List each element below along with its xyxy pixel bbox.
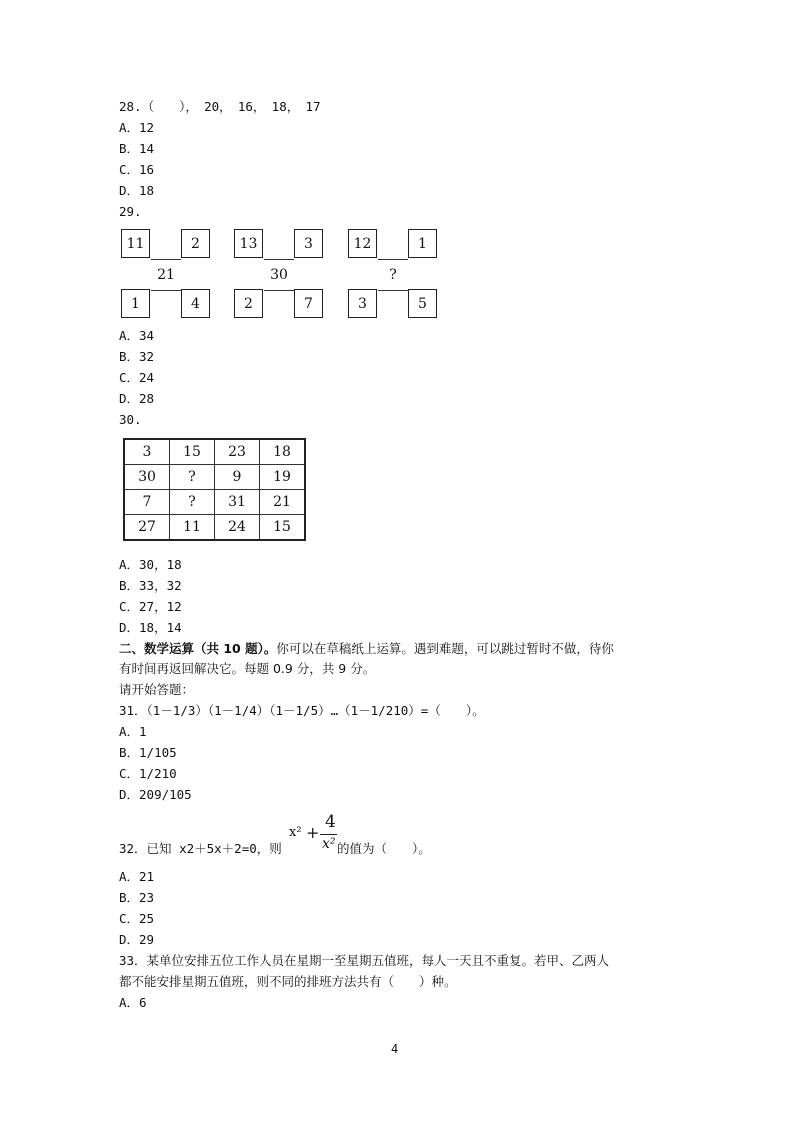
grid-cell: ? [170,490,215,515]
question-32-stem: 32．已知 x2＋5x＋2=0，则 [119,841,282,856]
grid-cell: 9 [215,465,260,490]
fraction-bar [320,834,337,835]
figure-cell: 13 [234,229,263,258]
option-a: A．30，18 [119,557,182,572]
number-grid [123,438,306,541]
option-d: D．18 [119,183,155,198]
section-intro-continued: 有时间再返回解决它。每题 0.9 分，共 9 分。 [119,661,376,676]
option-b: B．14 [119,141,155,156]
question-33-stem-continued: 都不能安排星期五值班，则不同的排班方法共有（ ）种。 [119,974,457,989]
option-d: D．29 [119,932,155,947]
grid-cell: 18 [260,439,306,465]
option-d: D．28 [119,391,155,406]
question-32-stem-tail: 的值为（ ）。 [337,841,431,856]
grid-row [124,439,305,465]
grid-cell: 23 [215,439,260,465]
option-b: B．33，32 [119,578,182,593]
start-prompt: 请开始答题： [119,682,195,697]
grid-cell: 15 [170,439,215,465]
option-d: D．18，14 [119,620,182,635]
formula [289,812,343,855]
figure-cell: 5 [408,289,437,318]
grid-cell: ? [170,465,215,490]
grid-cell: 31 [215,490,260,515]
option-d: D．209/105 [119,787,192,802]
section-heading: 二、数学运算（共 10 题）。 [119,641,277,656]
section-intro: 你可以在草稿纸上运算。遇到难题，可以跳过暂时不做，待你 [276,641,614,656]
figure-cell: 12 [348,229,377,258]
page-number: 4 [391,1042,399,1056]
formula-x-squared: x² [289,825,302,840]
grid-row [124,515,305,541]
figure-cell: 2 [181,229,210,258]
question-28-stem: 28.（ ）， 20， 16， 18， 17 [119,99,321,114]
grid-row [124,490,305,515]
formula-denominator: x² [322,836,336,852]
grid-cell: 27 [124,515,170,541]
grid-cell: 30 [124,465,170,490]
number-figure-2 [234,229,324,319]
grid-cell: 19 [260,465,306,490]
grid-cell: 3 [124,439,170,465]
question-29-stem: 29. [119,204,142,219]
figure-cell: 1 [408,229,437,258]
option-a: A．21 [119,869,155,884]
figure-center: ? [378,259,408,291]
option-b: B．32 [119,349,155,364]
figure-cell: 7 [294,289,323,318]
option-a: A．1 [119,724,147,739]
grid-cell: 15 [260,515,306,541]
option-a: A．12 [119,120,155,135]
figure-cell: 3 [294,229,323,258]
figure-cell: 2 [234,289,263,318]
question-30-stem: 30. [119,412,142,427]
grid-cell: 7 [124,490,170,515]
option-c: C．25 [119,911,155,926]
option-c: C．24 [119,370,155,385]
figure-cell: 1 [121,289,150,318]
formula-plus: + [306,823,320,842]
figure-cell: 3 [348,289,377,318]
option-a: A．34 [119,328,155,343]
figure-cell: 4 [181,289,210,318]
number-figure-1 [121,229,211,319]
option-c: C．16 [119,162,155,177]
formula-numerator: 4 [325,812,336,832]
question-33-stem: 33．某单位安排五位工作人员在星期一至星期五值班，每人一天且不重复。若甲、乙两人 [119,953,610,968]
grid-cell: 21 [260,490,306,515]
grid-row [124,465,305,490]
option-b: B．23 [119,890,155,905]
figure-center: 21 [151,259,181,291]
option-a: A．6 [119,995,147,1010]
question-31-stem: 31．（1－1/3）（1－1/4）（1－1/5）…（1－1/210）=（ ）。 [119,703,485,718]
section-heading-line [119,641,614,657]
figure-cell: 11 [121,229,150,258]
grid-cell: 24 [215,515,260,541]
option-c: C．27，12 [119,599,182,614]
grid-cell: 11 [170,515,215,541]
number-figure-3 [348,229,438,319]
option-b: B．1/105 [119,745,177,760]
option-c: C．1/210 [119,766,177,781]
figure-center: 30 [264,259,294,291]
